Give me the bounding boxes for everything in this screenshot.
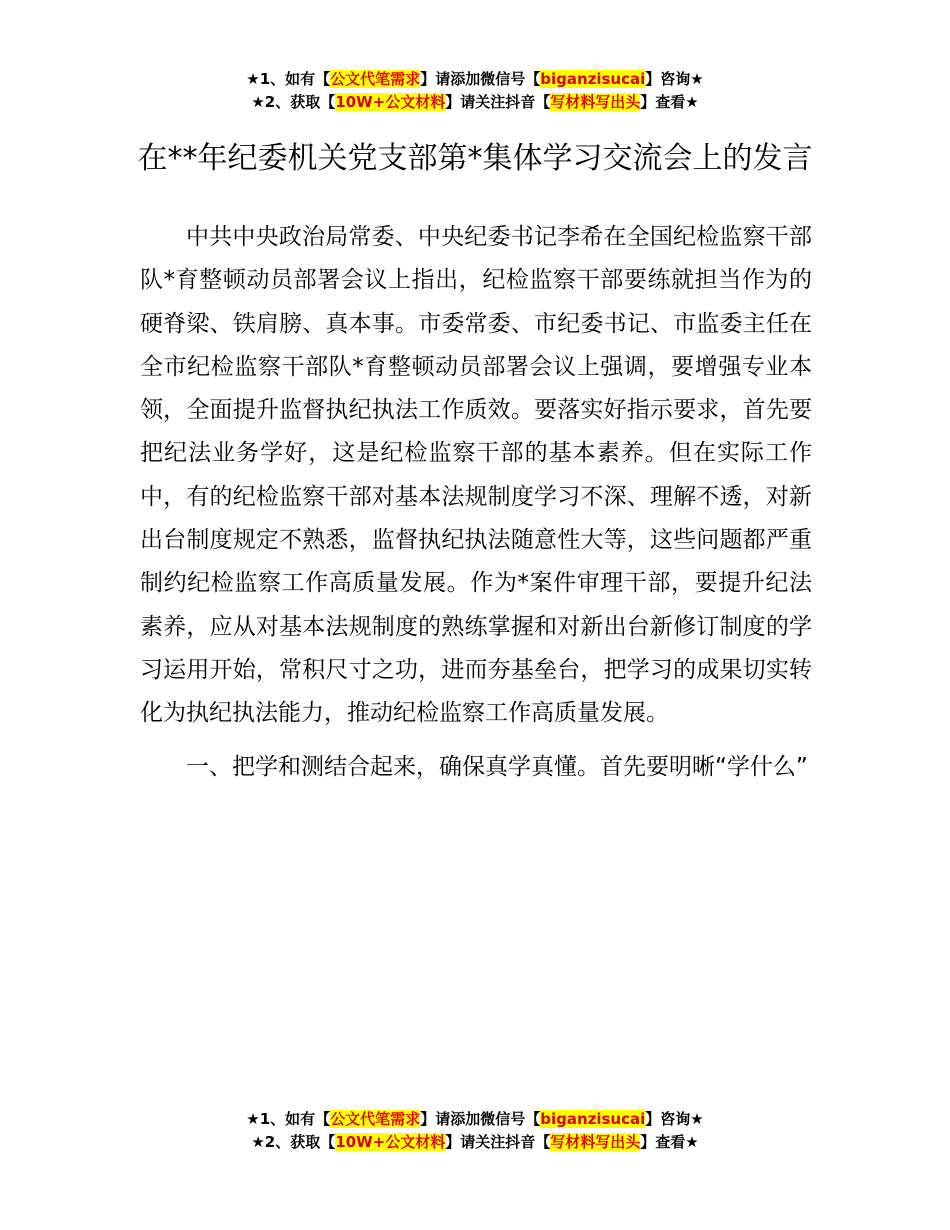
- banner-text: 】请关注抖音【: [445, 93, 551, 111]
- banner-text: 】请添加微信号【: [420, 1110, 541, 1128]
- highlight-materials: 10W+公文材料: [335, 93, 446, 111]
- banner-text: 】查看★: [640, 93, 699, 111]
- document-body: [140, 216, 812, 789]
- banner-text: ★2、获取【: [251, 93, 336, 111]
- document-title: 在**年纪委机关党支部第*集体学习交流会上的发言: [137, 141, 813, 177]
- header-banner: [0, 68, 950, 114]
- banner-text: 】咨询★: [645, 1110, 704, 1128]
- banner-line-1: [0, 68, 950, 91]
- banner-text: 】请关注抖音【: [445, 1133, 551, 1151]
- highlight-ghost-writing: 公文代笔需求: [330, 70, 421, 88]
- highlight-wechat-id: biganzisucai: [540, 70, 646, 88]
- banner-text: ★2、获取【: [251, 1133, 336, 1151]
- highlight-douyin-account: 写材料写出头: [550, 1133, 641, 1151]
- body-paragraph: 中共中央政治局常委、中央纪委书记李希在全国纪检监察干部队*育整顿动员部署会议上指出，纪检监察干部要练就担当作为的硬脊梁、铁肩膀、真本事。市委常委、市纪委书记、市监委主任在全市纪检监察干部队*育整顿动员部署会议上强调，要增强专业本领，全面提升监督执纪执法工作质效。要落实好指示要求，首先要把纪法业务学好，这是纪检监察干部的基本素养。但在实际工作中，有的纪检监察干部对基本法规制度学习不深、理解不透，对新出台制度规定不熟悉，监督执纪执法随意性大等，这些问题都严重制约纪检监察工作高质量发展。作为*案件审理干部，要提升纪法素养，应从对基本法规制度的熟练掌握和对新出台新修订制度的学习运用开始，常积尺寸之功，进而夯基垒台，把学习的成果切实转化为执纪执法能力，推动纪检监察工作高质量发展。: [140, 224, 812, 727]
- banner-line-2: [0, 91, 950, 114]
- banner-text: 】查看★: [640, 1133, 699, 1151]
- body-paragraph: 一、把学和测结合起来，确保真学真懂。首先要明晰“学什么”: [186, 753, 808, 780]
- highlight-materials: 10W+公文材料: [335, 1133, 446, 1151]
- highlight-wechat-id: biganzisucai: [540, 1110, 646, 1128]
- highlight-douyin-account: 写材料写出头: [550, 93, 641, 111]
- banner-text: ★1、如有【: [246, 1110, 331, 1128]
- banner-text: ★1、如有【: [246, 70, 331, 88]
- banner-line-1: [0, 1108, 950, 1131]
- footer-banner: [0, 1108, 950, 1154]
- banner-text: 】咨询★: [645, 70, 704, 88]
- banner-text: 】请添加微信号【: [420, 70, 541, 88]
- highlight-ghost-writing: 公文代笔需求: [330, 1110, 421, 1128]
- banner-line-2: [0, 1131, 950, 1154]
